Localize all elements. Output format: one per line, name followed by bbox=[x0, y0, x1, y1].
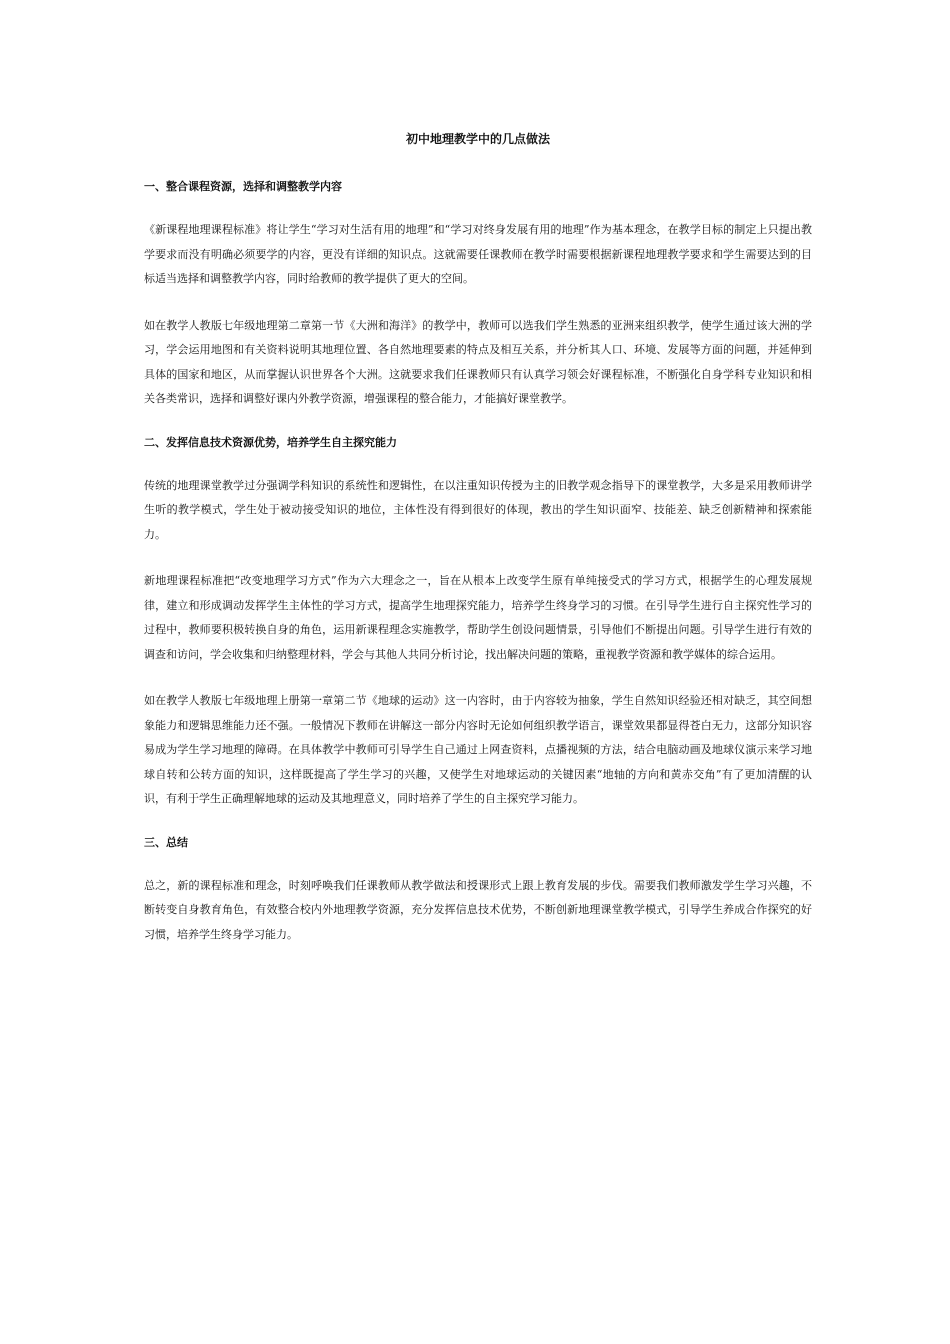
document-page bbox=[144, 120, 812, 947]
paragraph: 新地理课程标准把“改变地理学习方式”作为六大理念之一，旨在从根本上改变学生原有单纯接受式的学习方式，根据学生的心理发展规律，建立和形成调动发挥学生主体性的学习方式，提高学生地理探究能力，培养学生终身学习的习惯。在引导学生进行自主探究性学习的过程中，教师要积极转换自身的角色，运用新课程理念实施教学，帮助学生创设问题情景，引导他们不断提出问题。引导学生进行有效的调查和访问，学会收集和归纳整理材料，学会与其他人共同分析讨论，找出解决问题的策略，重视教学资源和教学媒体的综合运用。 bbox=[144, 574, 812, 661]
section-3 bbox=[144, 834, 812, 948]
section-1 bbox=[144, 178, 812, 412]
paragraph: 如在教学人教版七年级地理第二章第一节《大洲和海洋》的教学中，教师可以选我们学生熟悉的亚洲来组织教学，使学生通过该大洲的学习，学会运用地图和有关资料说明其地理位置、各自然地理要素的特点及相互关系，并分析其人口、环境、发展等方面的问题，并延伸到具体的国家和地区，从而掌握认识世界各个大洲。这就要求我们任课教师只有认真学习领会好课程标准，不断强化自身学科专业知识和相关各类常识，选择和调整好课内外教学资源，增强课程的整合能力，才能搞好课堂教学。 bbox=[144, 318, 812, 405]
paragraph: 传统的地理课堂教学过分强调学科知识的系统性和逻辑性，在以注重知识传授为主的旧教学观念指导下的课堂教学，大多是采用教师讲学生听的教学模式，学生处于被动接受知识的地位，主体性没有得到很好的体现，教出的学生知识面窄、技能差、缺乏创新精神和探索能力。 bbox=[144, 478, 812, 541]
section-2 bbox=[144, 434, 812, 812]
section-heading: 三、总结 bbox=[144, 835, 188, 849]
section-heading: 二、发挥信息技术资源优势，培养学生自主探究能力 bbox=[144, 435, 397, 449]
document-title: 初中地理教学中的几点做法 bbox=[405, 132, 550, 146]
paragraph: 总之，新的课程标准和理念，时刻呼唤我们任课教师从教学做法和授课形式上跟上教育发展的步伐。需要我们教师激发学生学习兴趣，不断转变自身教育角色，有效整合校内外地理教学资源，充分发挥信息技术优势，不断创新地理课堂教学模式，引导学生养成合作探究的好习惯，培养学生终身学习能力。 bbox=[144, 878, 812, 941]
section-heading: 一、整合课程资源，选择和调整教学内容 bbox=[144, 180, 342, 193]
paragraph: 《新课程地理课程标准》将让学生“学习对生活有用的地理”和“学习对终身发展有用的地理”作为基本理念，在教学目标的制定上只提出教学要求而没有明确必须要学的内容，更没有详细的知识点。这就需要任课教师在教学时需要根据新课程地理教学要求和学生需要达到的目标适当选择和调整教学内容，同时给教师的教学提供了更大的空间。 bbox=[144, 223, 812, 285]
paragraph: 如在教学人教版七年级地理上册第一章第二节《地球的运动》这一内容时，由于内容较为抽象，学生自然知识经验还相对缺乏，其空间想象能力和逻辑思维能力还不强。一般情况下教师在讲解这一部分内容时无论如何组织教学语言，课堂效果都显得苍白无力，这部分知识容易成为学生学习地理的障碍。在具体教学中教师可引导学生自己通过上网查资料，点播视频的方法，结合电脑动画及地球仪演示来学习地球自转和公转方面的知识，这样既提高了学生学习的兴趣，又使学生对地球运动的关键因素“地轴的方向和黄赤交角”有了更加清醒的认识，有利于学生正确理解地球的运动及其地理意义，同时培养了学生的自主探究学习能力。 bbox=[144, 694, 812, 805]
